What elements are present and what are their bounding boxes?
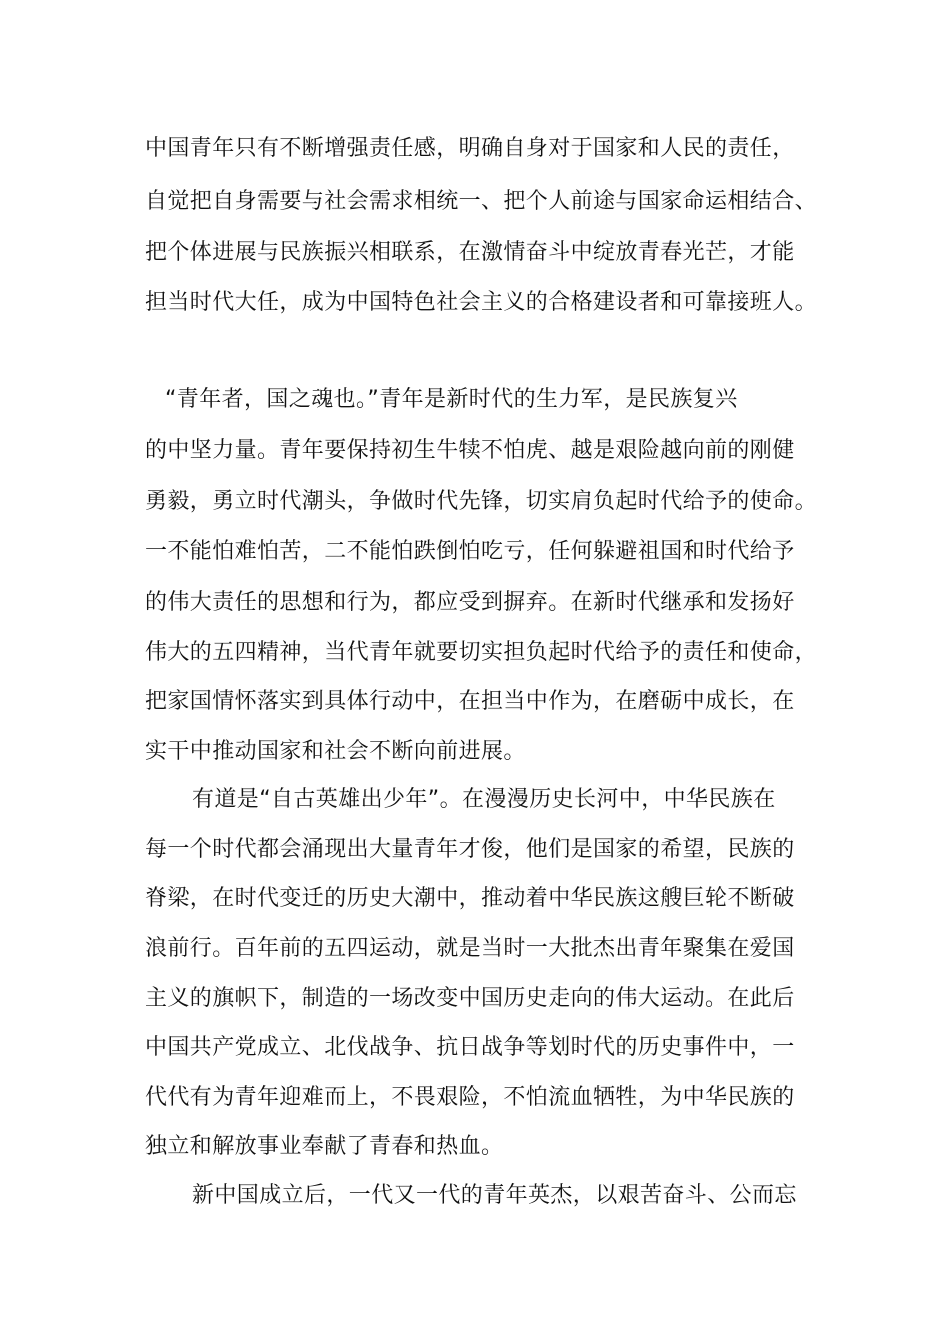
text-line: 代代有为青年迎难而上，不畏艰险，不怕流血牺牲，为中华民族的 bbox=[145, 1085, 795, 1110]
text-line: 的中坚力量。青年要保持初生牛犊不怕虎、越是艰险越向前的刚健 bbox=[145, 438, 795, 463]
text-line: 每一个时代都会涌现出大量青年才俊，他们是国家的希望，民族的 bbox=[145, 837, 795, 862]
text-line: 新中国成立后，一代又一代的青年英杰，以艰苦奋斗、公而忘 bbox=[192, 1183, 797, 1208]
text-line: 自觉把自身需要与社会需求相统一、把个人前途与国家命运相结合、 bbox=[145, 189, 818, 214]
text-line: 中国青年只有不断增强责任感，明确自身对于国家和人民的责任， bbox=[145, 136, 795, 161]
text-line: 的伟大责任的思想和行为，都应受到摒弃。在新时代继承和发扬好 bbox=[145, 590, 795, 615]
text-line: 把个体进展与民族振兴相联系，在激情奋斗中绽放青春光芒，才能 bbox=[145, 240, 795, 265]
text-line: 脊梁，在时代变迁的历史大潮中，推动着中华民族这艘巨轮不断破 bbox=[145, 886, 795, 911]
text-line: 浪前行。百年前的五四运动，就是当时一大批杰出青年聚集在爱国 bbox=[145, 936, 795, 961]
text-line: 独立和解放事业奉献了青春和热血。 bbox=[145, 1134, 504, 1159]
text-line: 一不能怕难怕苦，二不能怕跌倒怕吃亏，任何躲避祖国和时代给予 bbox=[145, 539, 795, 564]
text-line: 勇毅，勇立时代潮头，争做时代先锋，切实肩负起时代给予的使命。 bbox=[145, 489, 818, 514]
text-line: 把家国情怀落实到具体行动中，在担当中作为，在磨砺中成长，在 bbox=[145, 689, 795, 714]
text-line: “青年者，国之魂也。”青年是新时代的生力军，是民族复兴 bbox=[165, 387, 738, 412]
text-line: 实干中推动国家和社会不断向前进展。 bbox=[145, 739, 526, 764]
text-line: 主义的旗帜下，制造的一场改变中国历史走向的伟大运动。在此后 bbox=[145, 986, 795, 1011]
text-line: 有道是“自古英雄出少年”。在漫漫历史长河中，中华民族在 bbox=[192, 787, 776, 812]
text-line: 中国共产党成立、北伐战争、抗日战争等划时代的历史事件中，一 bbox=[145, 1035, 795, 1060]
text-line: 伟大的五四精神，当代青年就要切实担负起时代给予的责任和使命， bbox=[145, 640, 818, 665]
text-line: 担当时代大任，成为中国特色社会主义的合格建设者和可靠接班人。 bbox=[145, 290, 818, 315]
